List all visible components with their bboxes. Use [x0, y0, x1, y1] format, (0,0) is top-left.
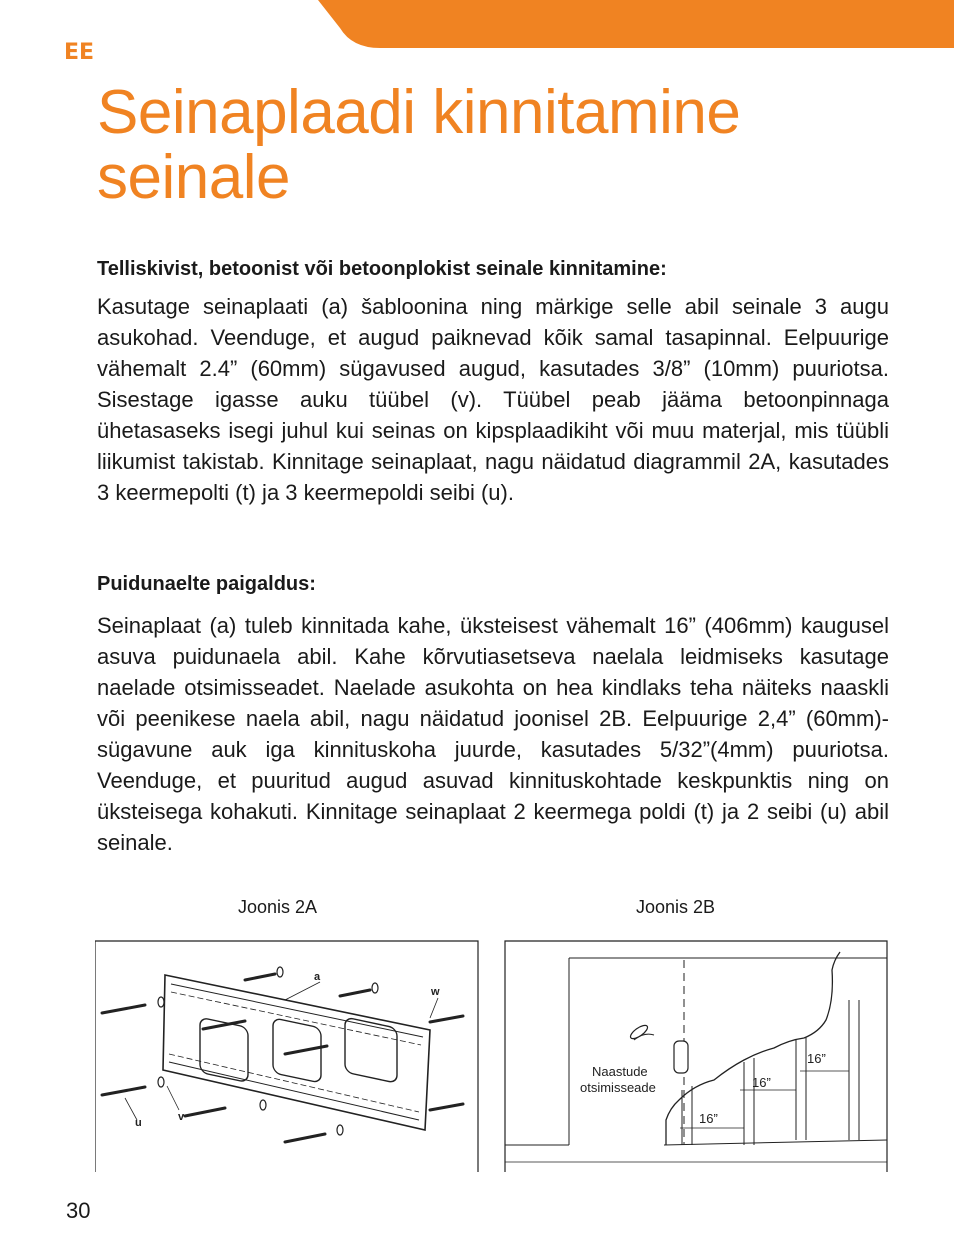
spacing-label-2: 16” [752, 1075, 771, 1090]
callout-w: w [431, 986, 440, 998]
callout-u: u [135, 1117, 142, 1129]
section-heading-wood-studs: Puidunaelte paigaldus: [97, 573, 316, 595]
callout-a: a [314, 971, 321, 983]
stud-finder-label-line2: otsimisseade [580, 1080, 656, 1095]
figure-2b [504, 940, 888, 1172]
section-text-masonry: Kasutage seinaplaati (a) šabloonina ning märkige selle abil seinale 3 augu asukohad. Veenduge, et augud paiknevad kõik samal tasapinnal. Eelpuurige vähemalt 2.4” (60mm) sügavused augud, kasutades 3/8” (10mm) puuriotsa. Sisestage igasse auku tüübel (v). Tüübel peab jääma betoonpinnaga ühetasaseks isegi juhul kui seinas on kipsplaadikiht või muu materjal, mis tüübli liikumist takistab. Kinnitage seinaplaat, nagu näidatud diagrammil 2A, kasutades 3 keermepolti (t) ja 3 keermepoldi seibi (u). [97, 294, 889, 505]
spacing-label-3: 16” [807, 1051, 826, 1066]
page-number: 30 [66, 1198, 91, 1223]
header-tab-decoration [0, 0, 954, 50]
language-code: EE [64, 40, 95, 65]
page-title: Seinaplaadi kinnitamine seinale [97, 78, 741, 212]
spacing-label-1: 16” [699, 1111, 718, 1126]
section-text-wood-studs: Seinaplaat (a) tuleb kinnitada kahe, üksteisest vähemalt 16” (406mm) kaugusel asuva puidunaela abil. Kahe kõrvutiasetseva naelala leidmiseks kasutage naelade otsimisseadet. Naelade asukohta on hea kindlaks teha näiteks naaskli või peenikese naela abil, nagu näidatud joonisel 2B. Eelpuurige 2,4” (60mm)-sügavune auk iga kinnituskoha juurde, kasutades 5/32”(4mm) puuriotsa. Veenduge, et puuritud augud asuvad kinnituskohtade keskpunktis ning on üksteisega kohakuti. Kinnitage seinaplaat 2 keermega poldi (t) ja 2 seibi (u) abil seinale. [97, 613, 889, 855]
callout-v: v [178, 1111, 185, 1123]
figure-2a-label: Joonis 2A [238, 897, 318, 917]
section-heading-masonry: Telliskivist, betoonist või betoonplokist seinale kinnitamine: [97, 258, 667, 280]
figure-2a [95, 940, 479, 1172]
stud-finder-label-line1: Naastude [592, 1064, 648, 1079]
figure-2b-label: Joonis 2B [636, 897, 716, 917]
